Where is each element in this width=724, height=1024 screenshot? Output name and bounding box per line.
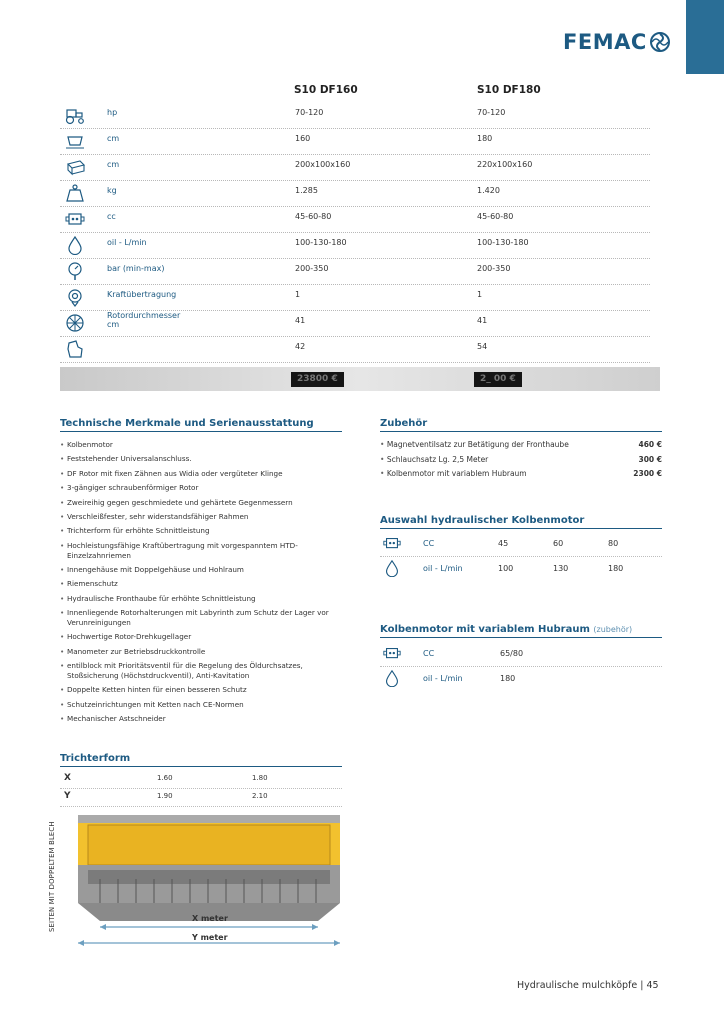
funnel-a: 1.60 xyxy=(157,774,173,782)
spec-row xyxy=(60,154,650,181)
spec-value-df180: 180 xyxy=(477,134,493,143)
brand-name: FEMAC xyxy=(563,30,647,54)
spec-value-df180: 200-350 xyxy=(477,264,511,273)
hammer-icon xyxy=(64,339,86,359)
accessory-price: 2300 € xyxy=(633,469,662,478)
variable-motor-label: oil - L/min xyxy=(423,674,463,683)
feature-item: • Innenliegende Rotorhalterungen mit Labyrinth zum Schutz der Lager vor Verunreinigungen xyxy=(60,608,350,628)
spec-value-df160: 45-60-80 xyxy=(295,212,332,221)
hydraulic-value: 100 xyxy=(498,564,514,573)
spec-row xyxy=(60,284,650,311)
variable-motor-title-text: Kolbenmotor mit variablem Hubraum xyxy=(380,624,590,635)
page-footer: Hydraulische mulchköpfe | 45 xyxy=(517,980,659,991)
hydraulic-row xyxy=(380,558,662,580)
feature-item: • entilblock mit Prioritätsventil für die Regelung des Öldurchsatzes, Stoßsicherung (Höchstdruckventil), Anti-Kavitation xyxy=(60,661,350,681)
spec-value-df160: 42 xyxy=(295,342,306,351)
swirl-logo-icon xyxy=(649,31,671,53)
brand-logo xyxy=(563,30,671,54)
spec-row xyxy=(60,102,650,129)
feature-item: • 3-gängiger schraubenförmiger Rotor xyxy=(60,483,350,493)
spec-unit: hp xyxy=(107,108,118,117)
spec-value-df160: 200x100x160 xyxy=(295,160,351,169)
funnel-key: X xyxy=(64,773,71,783)
spec-value-df160: 100-130-180 xyxy=(295,238,347,247)
spec-value-df180: 220x100x160 xyxy=(477,160,533,169)
pressure-gauge-icon xyxy=(64,261,86,281)
dimensions-icon xyxy=(64,157,86,177)
features-list xyxy=(60,440,350,728)
spec-row xyxy=(60,206,650,233)
variable-motor-title xyxy=(380,624,662,638)
price-band xyxy=(60,367,660,391)
variable-motor-row xyxy=(380,668,662,690)
hydraulic-value: 45 xyxy=(498,539,509,548)
hydraulic-row xyxy=(380,533,662,555)
funnel-a: 1.90 xyxy=(157,792,173,800)
tractor-icon xyxy=(64,105,86,125)
feature-item: • Verschleißfester, sehr widerstandsfähiger Rahmen xyxy=(60,512,350,522)
row-divider xyxy=(380,556,662,557)
feature-item: • Mechanischer Astschneider xyxy=(60,714,350,724)
feature-item: • DF Rotor mit fixen Zähnen aus Widia oder vergüteter Klinge xyxy=(60,469,350,479)
hydraulic-label: oil - L/min xyxy=(423,564,463,573)
spec-value-df180: 1.420 xyxy=(477,186,500,195)
spec-value-df160: 1 xyxy=(295,290,301,299)
spec-value-df180: 1 xyxy=(477,290,483,299)
spec-value-df160: 70-120 xyxy=(295,108,324,117)
rotor-icon xyxy=(64,313,86,333)
accessory-label: Schlauchsatz Lg. 2,5 Meter xyxy=(386,454,489,464)
motor-icon xyxy=(382,644,402,664)
accessory-price: 460 € xyxy=(638,440,662,449)
features-title: Technische Merkmale und Serienausstattung xyxy=(60,418,342,432)
weight-icon xyxy=(64,183,86,203)
spec-unit: cc xyxy=(107,212,116,221)
spec-unit: kg xyxy=(107,186,117,195)
variable-motor-note: (zubehör) xyxy=(593,625,633,634)
y-meter-label: Y meter xyxy=(192,933,228,942)
spec-unit: cm xyxy=(107,134,120,143)
funnel-key: Y xyxy=(64,791,71,801)
oil-drop-icon xyxy=(382,669,402,689)
variable-motor-row xyxy=(380,643,662,665)
hydraulic-title: Auswahl hydraulischer Kolbenmotor xyxy=(380,515,662,529)
spec-unit: Kraftübertragung xyxy=(107,290,177,299)
spec-unit: Rotordurchmesser cm xyxy=(107,311,181,329)
oil-drop-icon xyxy=(64,235,86,255)
price-df160: 23800 € xyxy=(291,372,344,387)
motor-icon xyxy=(382,534,402,554)
motor-icon xyxy=(64,209,86,229)
spec-value-df180: 70-120 xyxy=(477,108,506,117)
feature-item: • Hochleistungsfähige Kraftübertragung mit vorgespanntem HTD-Einzelzahnriemen xyxy=(60,541,350,561)
funnel-diagram xyxy=(70,815,345,947)
funnel-row xyxy=(60,789,342,807)
funnel-b: 1.80 xyxy=(252,774,268,782)
pto-icon xyxy=(64,287,86,307)
price-df180: 2_ 00 € xyxy=(474,372,522,387)
funnel-row xyxy=(60,771,342,789)
accessory-price: 300 € xyxy=(638,454,662,464)
feature-item: • Manometer zur Betriebsdruckkontrolle xyxy=(60,647,350,657)
funnel-title: Trichterform xyxy=(60,753,342,767)
column-header-df160: S10 DF160 xyxy=(294,84,358,96)
spec-row xyxy=(60,258,650,285)
variable-motor-label: CC xyxy=(423,649,435,658)
column-header-df180: S10 DF180 xyxy=(477,84,541,96)
spec-value-df180: 54 xyxy=(477,342,488,351)
feature-item: • Doppelte Ketten hinten für einen besseren Schutz xyxy=(60,685,350,695)
accessory-label: Magnetventilsatz zur Betätigung der Fronthaube xyxy=(386,440,569,449)
feature-item: • Trichterform für erhöhte Schnittleistung xyxy=(60,526,350,536)
x-meter-label: X meter xyxy=(192,914,228,923)
feature-item: • Zweireihig gegen geschmiedete und gehärtete Gegenmessern xyxy=(60,498,350,508)
spec-row xyxy=(60,310,650,337)
spec-value-df160: 160 xyxy=(295,134,311,143)
feature-item: • Kolbenmotor xyxy=(60,440,350,450)
accessories-title: Zubehör xyxy=(380,418,662,432)
feature-item: • Hochwertige Rotor-Drehkugellager xyxy=(60,632,350,642)
spec-value-df180: 100-130-180 xyxy=(477,238,529,247)
spec-unit: bar (min-max) xyxy=(107,264,165,273)
hydraulic-value: 180 xyxy=(608,564,624,573)
spec-row xyxy=(60,128,650,155)
row-divider xyxy=(380,666,662,667)
hydraulic-label: CC xyxy=(423,539,435,548)
spec-value-df160: 200-350 xyxy=(295,264,329,273)
spec-value-df160: 41 xyxy=(295,316,306,325)
funnel-b: 2.10 xyxy=(252,792,268,800)
spec-unit: cm xyxy=(107,160,120,169)
accessory-label: Kolbenmotor mit variablem Hubraum xyxy=(386,469,527,478)
spec-value-df160: 1.285 xyxy=(295,186,318,195)
feature-item: • Schutzeinrichtungen mit Ketten nach CE-Normen xyxy=(60,700,350,710)
accessory-row: • Kolbenmotor mit variablem Hubraum 2300 € xyxy=(380,469,662,478)
spec-row xyxy=(60,180,650,207)
spec-unit: oil - L/min xyxy=(107,238,147,247)
spec-row xyxy=(60,232,650,259)
side-label: SEITEN MIT DOPPELTEM BLECH xyxy=(48,821,56,932)
accessory-row: • Schlauchsatz Lg. 2,5 Meter 300 € xyxy=(380,454,662,464)
variable-motor-value: 65/80 xyxy=(500,649,524,658)
variable-motor-value: 180 xyxy=(500,674,516,683)
hydraulic-value: 130 xyxy=(553,564,569,573)
hydraulic-value: 60 xyxy=(553,539,564,548)
corner-tab xyxy=(686,0,724,74)
feature-item: • Innengehäuse mit Doppelgehäuse und Hohlraum xyxy=(60,565,350,575)
hydraulic-value: 80 xyxy=(608,539,619,548)
spec-value-df180: 41 xyxy=(477,316,488,325)
feature-item: • Riemenschutz xyxy=(60,579,350,589)
spec-row xyxy=(60,336,650,363)
accessory-row: • Magnetventilsatz zur Betätigung der Fronthaube 460 € xyxy=(380,440,662,449)
width-icon xyxy=(64,131,86,151)
feature-item: • Feststehender Universalanschluss. xyxy=(60,454,350,464)
feature-item: • Hydraulische Fronthaube für erhöhte Schnittleistung xyxy=(60,594,350,604)
oil-drop-icon xyxy=(382,559,402,579)
spec-value-df180: 45-60-80 xyxy=(477,212,514,221)
